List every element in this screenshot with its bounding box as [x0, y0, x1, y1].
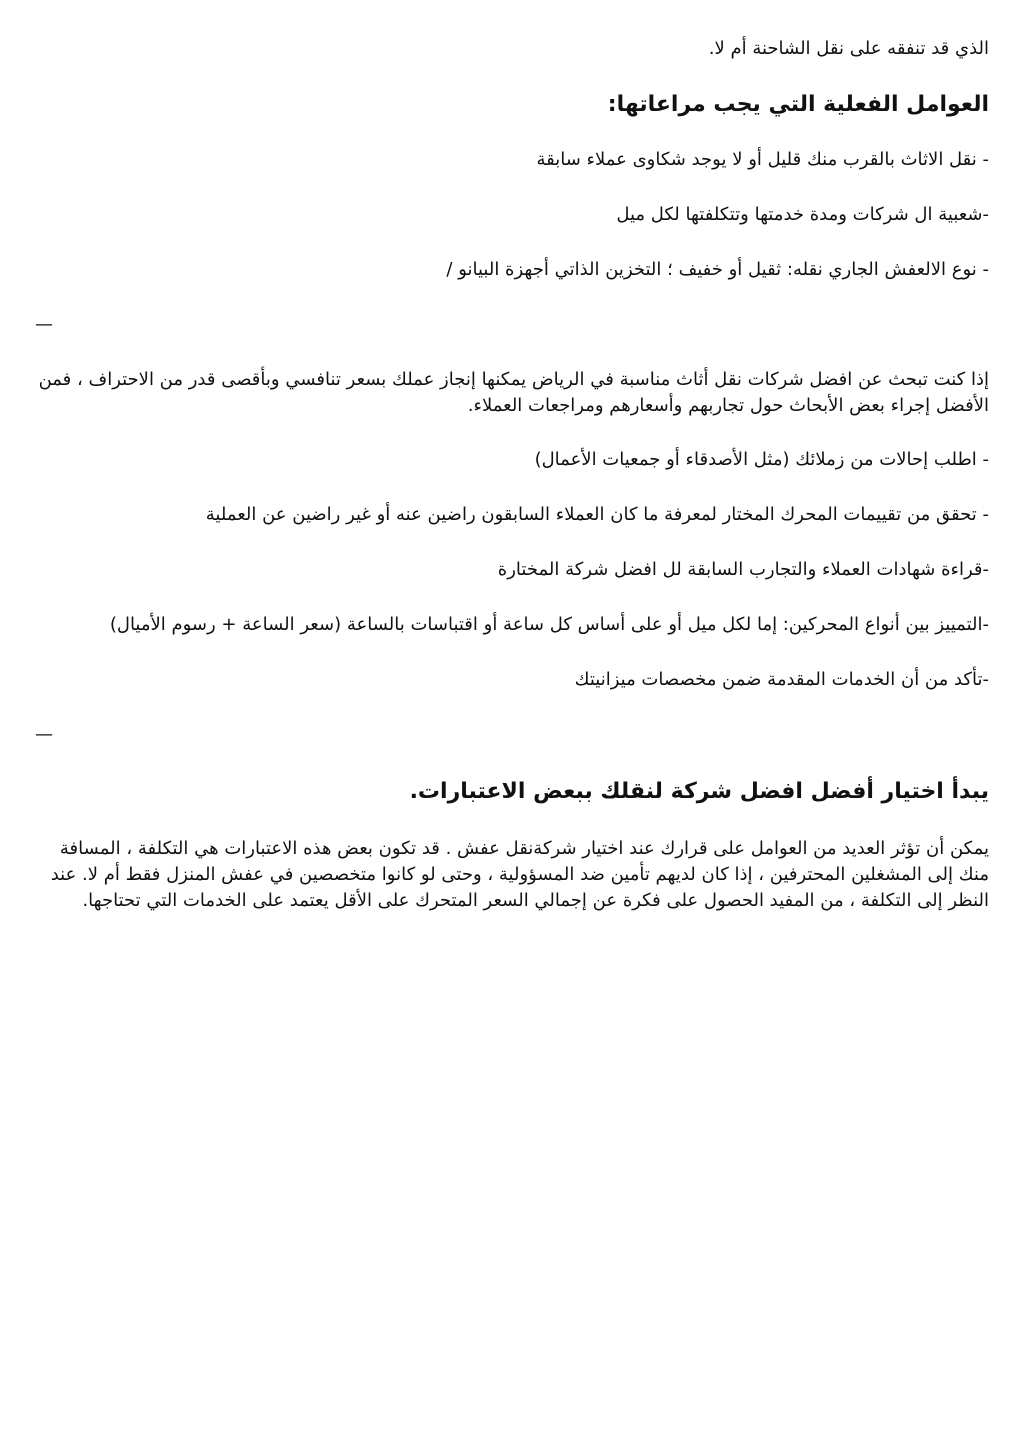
- section-heading-factors: العوامل الفعلية التي يجب مراعاتها:: [607, 92, 989, 117]
- considerations-paragraph: يمكن أن تؤثر العديد من العوامل على قرارك عند اختيار شركةنقل عفش . قد تكون بعض هذه الاعتبارات هي التكلفة ، المسافة منك إلى المشغلين المحترفين ، إذا كان لديهم تأمين ضد المسؤولية ، وحتى لو كانوا متخصصين في عفش المنزل فقط أم لا. عند النظر إلى التكلفة ، من المفيد الحصول على فكرة عن إجمالي السعر المتحرك على الأقل يعتمد على الخدمات التي تحتاجها.: [50, 838, 989, 911]
- tip-item: - تحقق من تقييمات المحرك المختار لمعرفة ما كان العملاء السابقون راضين عنه أو غير راضين عن العملية: [205, 504, 989, 525]
- tip-item: - اطلب إحالات من زملائك (مثل الأصدقاء أو جمعيات الأعمال): [534, 449, 989, 470]
- separator: —: [35, 314, 53, 335]
- tip-item: -قراءة شهادات العملاء والتجارب السابقة لل افضل شركة المختارة: [497, 559, 989, 580]
- tip-item: -التمييز بين أنواع المحركين: إما لكل ميل أو على أساس كل ساعة أو اقتباسات بالساعة (سعر الساعة + رسوم الأميال): [109, 614, 989, 635]
- document-content: [35, 36, 989, 914]
- intro-paragraph: إذا كنت تبحث عن افضل شركات نقل أثاث مناسبة في الرياض يمكنها إنجاز عملك بسعر تنافسي وبأقصى قدر من الاحتراف ، فمن الأفضل إجراء بعض الأبحاث حول تجاربهم وأسعارهم ومراجعات العملاء.: [38, 369, 989, 416]
- factor-item: - نوع الالعفش الجاري نقله: ثقيل أو خفيف ؛ التخزين الذاتي أجهزة البيانو /: [446, 259, 989, 280]
- factor-item: -شعبية ال شركات ومدة خدمتها وتتكلفتها لكل ميل: [616, 204, 989, 225]
- factor-item: - نقل الاثاث بالقرب منك قليل أو لا يوجد شكاوى عملاء سابقة: [536, 149, 989, 170]
- separator: —: [35, 724, 53, 745]
- section-heading-considerations: يبدأ اختيار أفضل افضل شركة لنقلك ببعض الاعتبارات.: [409, 779, 989, 804]
- tip-item: -تأكد من أن الخدمات المقدمة ضمن مخصصات ميزانيتك: [574, 669, 989, 690]
- intro-line: الذي قد تنفقه على نقل الشاحنة أم لا.: [708, 38, 989, 59]
